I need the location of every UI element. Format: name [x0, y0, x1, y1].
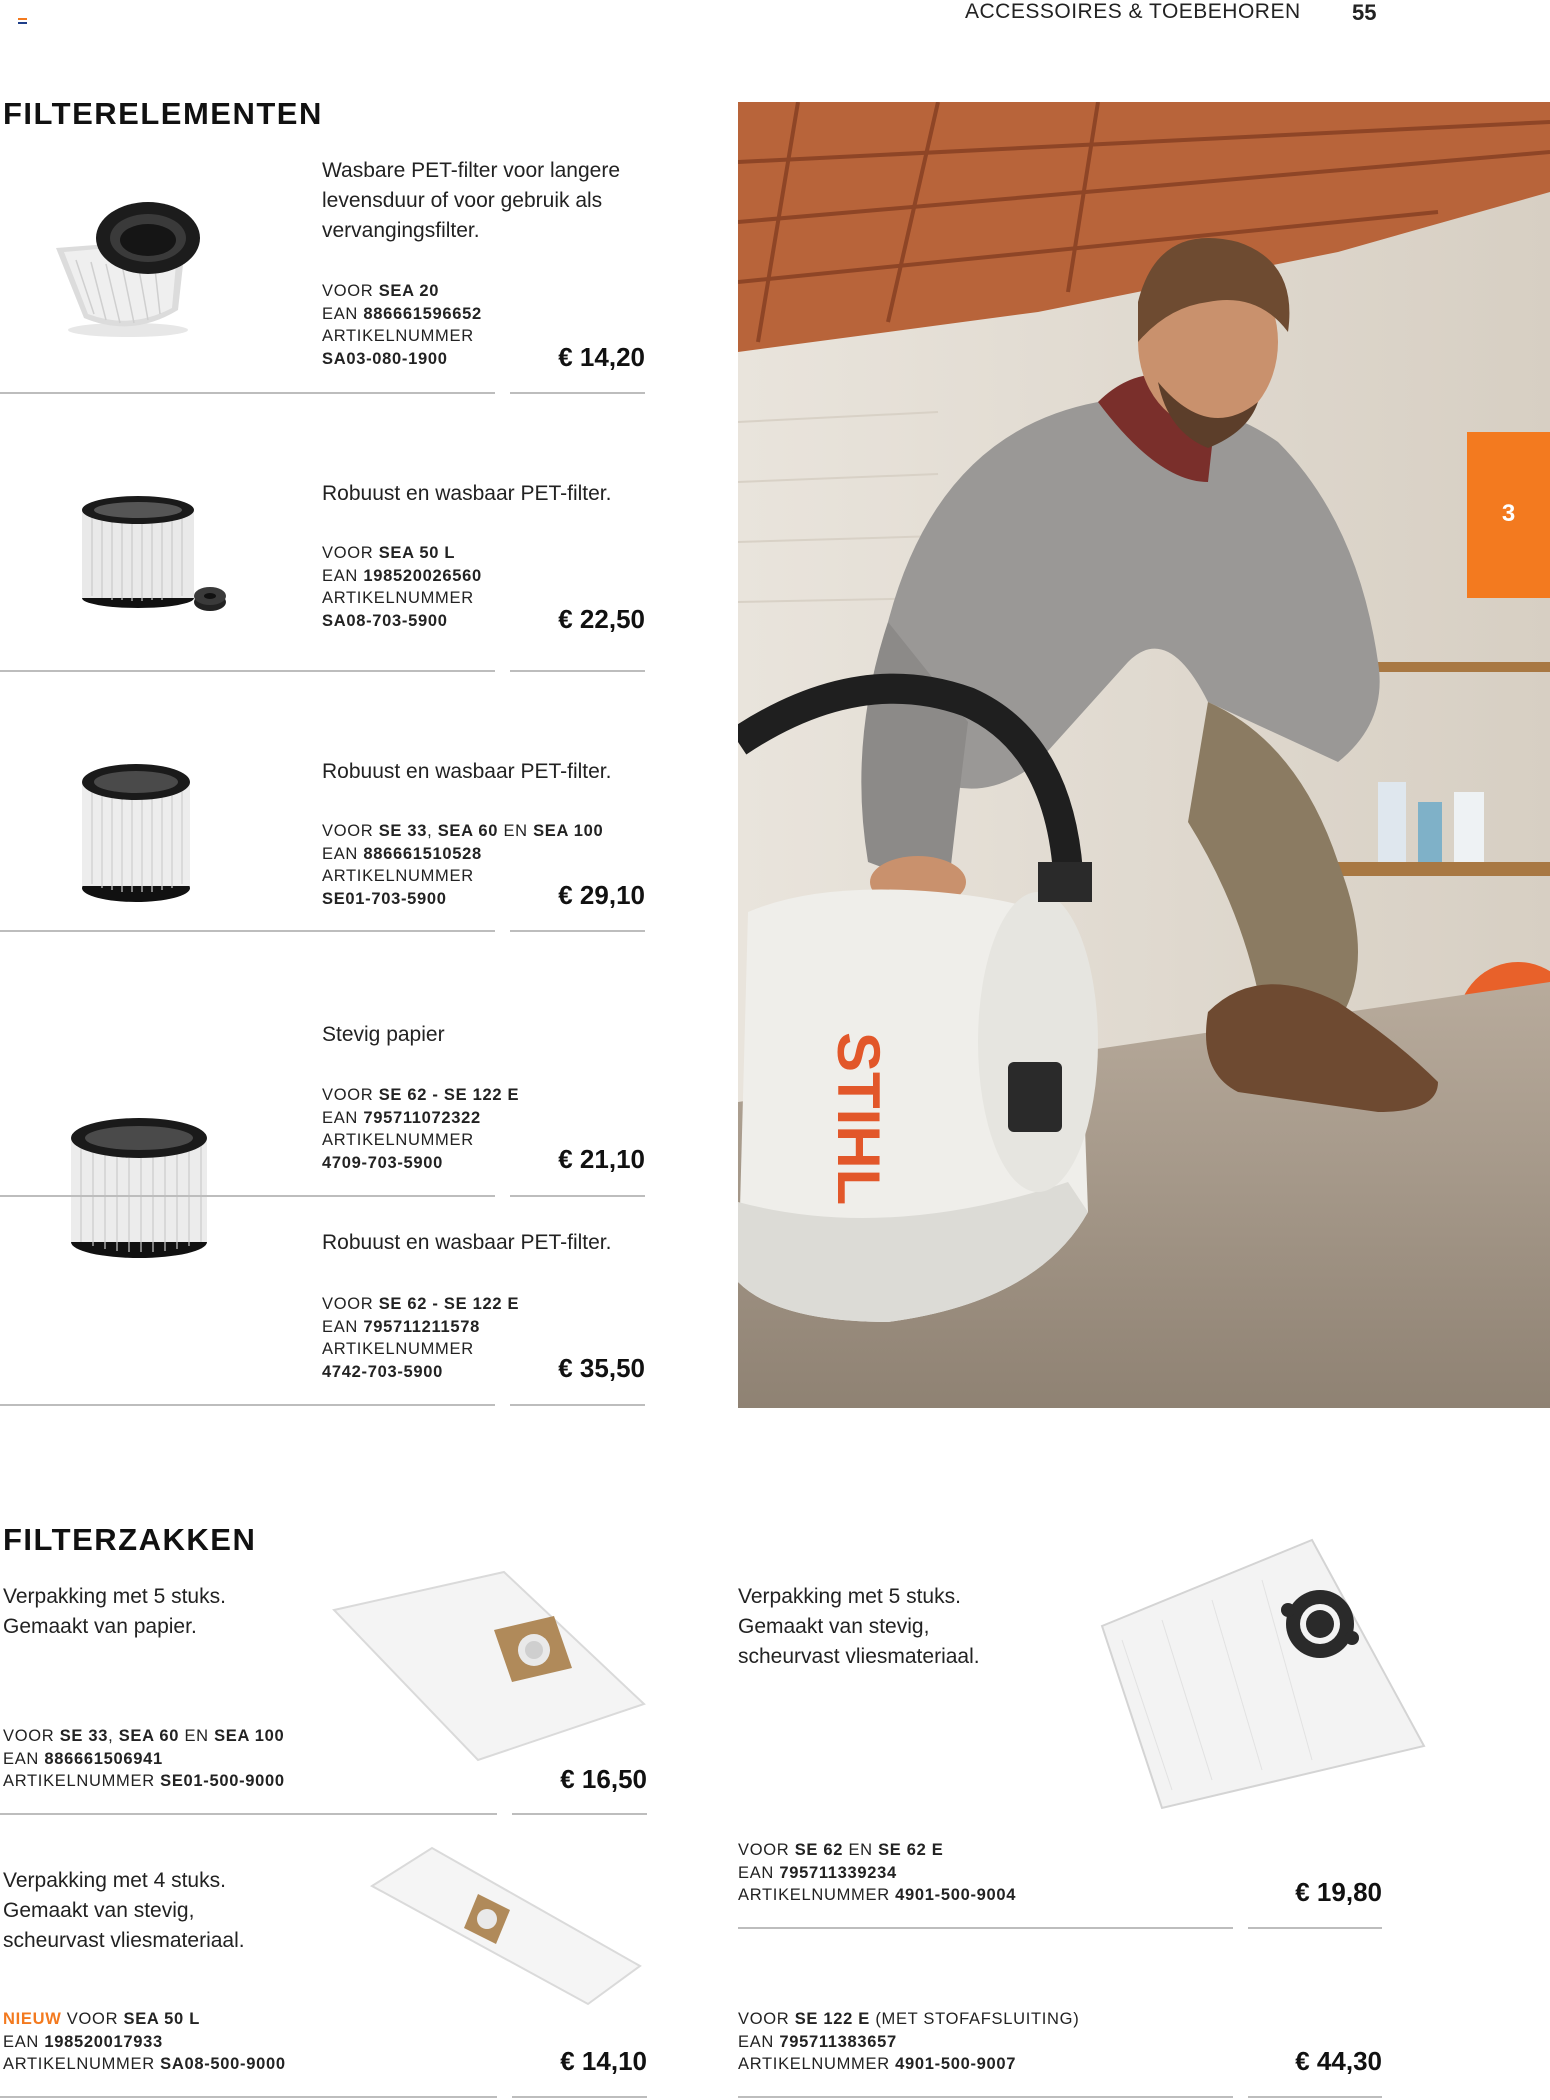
product-price: € 21,10	[558, 1144, 645, 1174]
divider	[1248, 1927, 1382, 1929]
divider	[0, 930, 495, 932]
fleece-filter-bag-image	[372, 1848, 642, 2008]
product-price: € 14,20	[558, 342, 645, 372]
chapter-number: 3	[1501, 500, 1516, 527]
product-description: Verpakking met 5 stuks. Gemaakt van stevig, scheurvast vliesmateriaal.	[738, 1585, 980, 1668]
product-details: VOOR SE 62 EN SE 62 E EAN 795711339234 ARTIKELNUMMER 4901-500-9004	[738, 1841, 1017, 1904]
divider	[510, 1195, 645, 1197]
divider	[512, 1813, 647, 1815]
product-description: Robuust en wasbaar PET-filter.	[322, 760, 612, 783]
lifestyle-photo	[738, 102, 1550, 1408]
workshop-photo-illustration	[738, 102, 1550, 1408]
divider	[0, 2096, 497, 2098]
product-details: VOOR SEA 50 L EAN 198520026560 ARTIKELNUMMER SA08-703-5900	[322, 544, 482, 630]
product-description: Stevig papier	[322, 1023, 445, 1046]
product-description: Wasbare PET-filter voor langere levensduur of voor gebruik als vervangingsfilter.	[322, 159, 621, 242]
divider	[512, 2096, 647, 2098]
paper-filter-bag-image	[334, 1572, 644, 1772]
fleece-filter-bag-image	[1102, 1540, 1424, 1810]
product-description: Verpakking met 4 stuks. Gemaakt van stevig, scheurvast vliesmateriaal.	[3, 1869, 245, 1952]
product-description: Verpakking met 5 stuks. Gemaakt van papier.	[3, 1585, 226, 1638]
product-price: € 14,10	[560, 2046, 647, 2076]
product-details: VOOR SE 62 - SE 122 E EAN 795711211578 ARTIKELNUMMER 4742-703-5900	[322, 1295, 520, 1381]
product-details: VOOR SE 33, SEA 60 EN SEA 100 EAN 886661506941 ARTIKELNUMMER SE01-500-9000	[3, 1727, 285, 1790]
divider	[510, 392, 645, 394]
product-details: NIEUW VOOR SEA 50 L EAN 198520017933 ARTIKELNUMMER SA08-500-9000	[3, 2010, 286, 2073]
running-header: ACCESSOIRES & TOEBEHOREN	[965, 0, 1301, 23]
divider	[0, 1404, 495, 1406]
section-title-filter-bags: FILTERZAKKEN	[3, 1522, 257, 1557]
menu-icon	[18, 18, 27, 24]
product-price: € 16,50	[560, 1764, 647, 1794]
product-price: € 19,80	[1295, 1877, 1382, 1907]
divider	[0, 392, 495, 394]
divider	[0, 670, 495, 672]
divider	[510, 930, 645, 932]
pet-filter-image	[36, 190, 206, 340]
paper-filter-image	[66, 1112, 212, 1262]
product-price: € 22,50	[558, 604, 645, 634]
product-description: Robuust en wasbaar PET-filter.	[322, 1231, 612, 1254]
chapter-tab	[1467, 432, 1550, 598]
page-number: 55	[1352, 0, 1377, 25]
cartridge-filter-image	[78, 758, 194, 908]
section-title-filter-elements: FILTERELEMENTEN	[3, 96, 323, 131]
divider	[738, 2096, 1233, 2098]
product-details: VOOR SEA 20 EAN 886661596652 ARTIKELNUMMER SA03-080-1900	[322, 282, 482, 368]
product-details: VOOR SE 62 - SE 122 E EAN 795711072322 ARTIKELNUMMER 4709-703-5900	[322, 1086, 520, 1172]
divider	[738, 1927, 1233, 1929]
divider	[0, 1813, 497, 1815]
divider	[510, 1404, 645, 1406]
product-price: € 29,10	[558, 880, 645, 910]
product-details: VOOR SE 122 E (MET STOFAFSLUITING) EAN 795711383657 ARTIKELNUMMER 4901-500-9007	[738, 2010, 1080, 2073]
divider	[0, 1195, 495, 1197]
product-price: € 35,50	[558, 1353, 645, 1383]
divider	[510, 670, 645, 672]
product-description: Robuust en wasbaar PET-filter.	[322, 482, 612, 505]
divider	[1248, 2096, 1382, 2098]
brand-logo: STIHL	[825, 1032, 892, 1206]
product-price: € 44,30	[1295, 2046, 1382, 2076]
cartridge-filter-image	[76, 480, 236, 620]
product-details: VOOR SE 33, SEA 60 EN SEA 100 EAN 886661510528 ARTIKELNUMMER SE01-703-5900	[322, 822, 604, 908]
